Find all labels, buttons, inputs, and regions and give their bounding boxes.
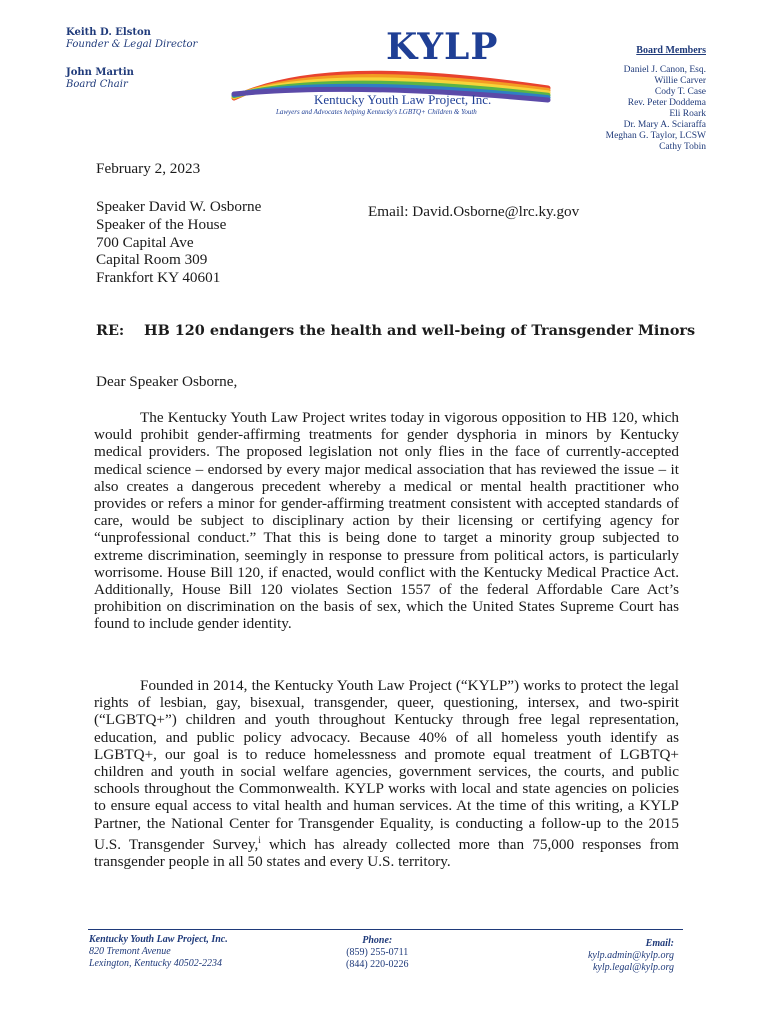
board-member: Willie Carver xyxy=(654,76,706,86)
phone-number: (859) 255-0711 xyxy=(346,947,409,958)
board-member: Rev. Peter Doddema xyxy=(627,98,706,108)
letter-date: February 2, 2023 xyxy=(96,160,201,177)
paragraph-2 xyxy=(94,677,679,870)
phone-label: Phone: xyxy=(362,935,393,946)
address-line: Speaker of the House xyxy=(96,215,227,233)
footer-email xyxy=(588,938,674,974)
board-member: Dr. Mary A. Sciaraffa xyxy=(623,120,706,130)
staff-name: John Martin xyxy=(66,67,134,78)
logo-acronym: KYLP xyxy=(386,26,499,68)
email-address: kylp.admin@kylp.org xyxy=(587,950,674,961)
footer-address xyxy=(89,934,228,970)
recipient-email: Email: David.Osborne@lrc.ky.gov xyxy=(368,203,580,220)
footnote-marker: i xyxy=(258,834,261,845)
footer-divider xyxy=(88,929,683,930)
email-label: Email: xyxy=(645,938,674,949)
greeting: Dear Speaker Osborne, xyxy=(96,373,238,390)
footer-org: Kentucky Youth Law Project, Inc. xyxy=(89,934,228,945)
footer-street: 820 Tremont Avenue xyxy=(89,946,171,957)
footer-city: Lexington, Kentucky 40502-2234 xyxy=(89,958,223,969)
staff-role: Founder & Legal Director xyxy=(66,39,198,50)
address-line: Frankfort KY 40601 xyxy=(96,269,221,287)
re-label: RE: xyxy=(96,322,125,339)
staff-name: Keith D. Elston xyxy=(66,27,151,38)
paragraph-2-end: which has already collected more than 75,000 responses from transgender people in all 50 states and every U.S. territory. xyxy=(94,835,679,871)
logo-tagline: Lawyers and Advocates helping Kentucky's LGBTQ+ Children & Youth xyxy=(276,108,477,116)
email-address: kylp.legal@kylp.org xyxy=(592,962,674,973)
address-line: Capital Room 309 xyxy=(96,251,208,269)
logo-org-name: Kentucky Youth Law Project, Inc. xyxy=(314,92,492,107)
address-line: 700 Capital Ave xyxy=(96,233,194,251)
subject-line xyxy=(96,322,695,339)
address-line: Speaker David W. Osborne xyxy=(96,198,262,215)
letterhead-staff xyxy=(66,27,197,91)
board-member: Eli Roark xyxy=(669,109,706,119)
board-member: Meghan G. Taylor, LCSW xyxy=(605,131,706,141)
board-member: Cathy Tobin xyxy=(659,142,706,152)
paragraph-2-text: Founded in 2014, the Kentucky Youth Law Project (“KYLP”) works to protect the legal rights of lesbian, gay, bisexual, transgender, queer, questioning, intersex, and two-spirit (“LGBTQ+”) children and youth throughout Kentucky through free legal representation, education, and public policy advocacy. Because 40% of all homeless youth identify as LGBTQ+, our goal is to reduce homelessness and promote equal treatment of LGBTQ+ children and youth in social welfare agencies, government services, the courts, and public schools throughout the Commonwealth. KYLP works with local and state agencies on policies to ensure equal access to vital health and human services. At the time of this writing, a KYLP Partner, the National Center for Transgender Equality, is conducting a follow-up to the 2015 U.S. Transgender Survey, xyxy=(94,677,679,853)
board-title: Board Members xyxy=(636,45,706,56)
footer-phone xyxy=(346,935,409,971)
board-member: Daniel J. Canon, Esq. xyxy=(623,65,706,75)
staff-role: Board Chair xyxy=(66,79,128,90)
re-subject: HB 120 endangers the health and well-being of Transgender Minors xyxy=(144,322,696,339)
recipient-address xyxy=(96,198,261,287)
kylp-logo xyxy=(226,24,556,124)
paragraph-1: The Kentucky Youth Law Project writes today in vigorous opposition to HB 120, which would prohibit gender-affirming treatments for gender dysphoria in minors by Kentucky medical providers. The proposed legislation not only flies in the face of currently-accepted medical science – endorsed by every major medical association that has reviewed the issue – it also creates a dangerous precedent whereby a medical or mental health practitioner who provides or refers a minor for gender-affirming treatment consistent with accepted standards of care, would be subject to disciplinary action by their licensing or certifying agency for “unprofessional conduct.” That this is being done to target a minority group subjected to extreme discrimination, seemingly in response to pressure from political actors, is particularly worrisome. House Bill 120, if enacted, would conflict with the Kentucky Medical Practice Act. Additionally, House Bill 120 violates Section 1557 of the federal Affordable Care Act’s prohibition on discrimination on the basis of sex, which the United States Supreme Court has found to include gender identity. xyxy=(94,409,679,633)
board-members xyxy=(606,45,706,153)
board-member: Cody T. Case xyxy=(654,87,706,97)
phone-number: (844) 220-0226 xyxy=(346,959,409,970)
